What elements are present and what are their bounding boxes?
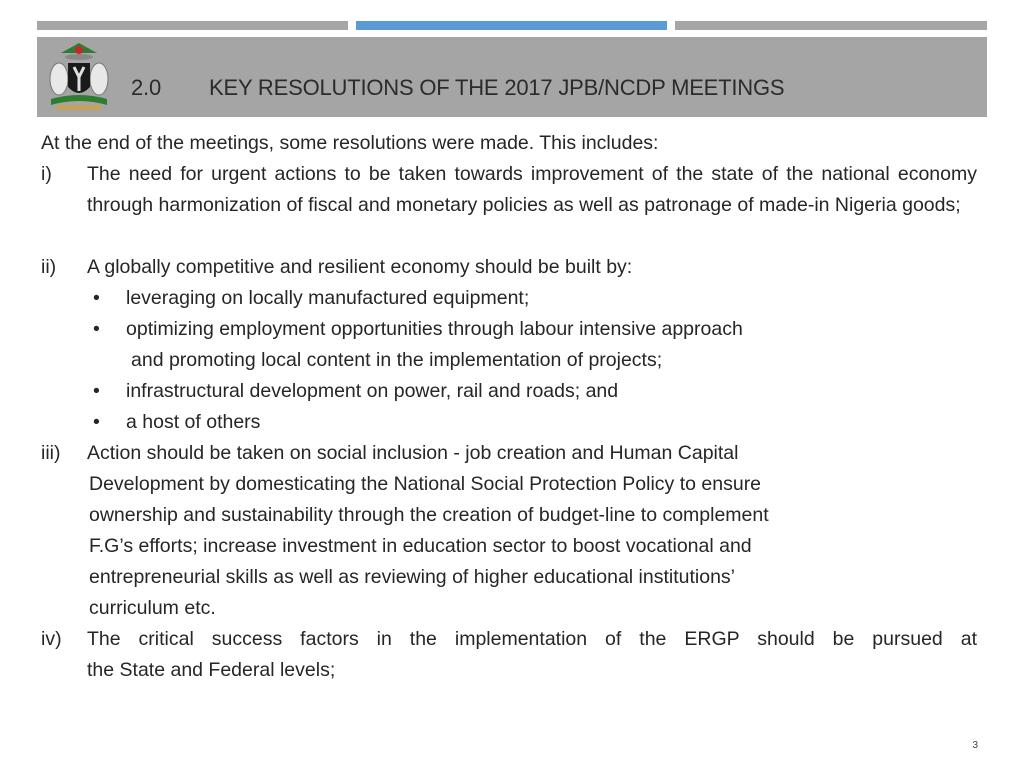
bullet-item: [41, 376, 977, 407]
top-bar-right: [675, 21, 987, 30]
nigeria-coat-of-arms-icon: [41, 39, 117, 115]
top-bar-middle: [356, 21, 667, 30]
section-number: 2.0: [131, 75, 161, 100]
list-item: [41, 252, 977, 283]
bullet-item: [41, 314, 977, 345]
item-text-line: The critical success factors in the implementation of the ERGP should be pursued at: [87, 628, 977, 650]
intro-text: At the end of the meetings, some resolutions were made. This includes:: [41, 132, 659, 154]
top-bar-left: [37, 21, 348, 30]
item-text-line: ownership and sustainability through the creation of budget-line to complement: [89, 504, 769, 526]
item-marker: iv): [41, 628, 62, 650]
item-text-line: Action should be taken on social inclusion - job creation and Human Capital: [87, 442, 739, 464]
bullet-text: a host of others: [126, 411, 261, 433]
spacer: [41, 221, 977, 252]
list-item: [41, 438, 977, 469]
item-text-line: curriculum etc.: [89, 597, 216, 619]
bullet-text: optimizing employment opportunities through labour intensive approach: [126, 318, 743, 340]
resolutions-body: [41, 128, 977, 686]
bullet-item: [41, 283, 977, 314]
item-text-line: entrepreneurial skills as well as reviewing of higher educational institutions’: [89, 566, 736, 588]
item-marker: i): [41, 163, 52, 185]
page-number: 3: [972, 740, 978, 751]
item-text: A globally competitive and resilient economy should be built by:: [87, 256, 633, 278]
title-banner: [37, 37, 987, 117]
item-text-line: the State and Federal levels;: [87, 659, 336, 681]
item-marker: iii): [41, 442, 61, 464]
list-item: [41, 624, 977, 655]
bullet-text: leveraging on locally manufactured equipment;: [126, 287, 530, 309]
section-title: KEY RESOLUTIONS OF THE 2017 JPB/NCDP MEETINGS: [209, 75, 785, 100]
item-marker: ii): [41, 256, 57, 278]
bullet-icon: •: [93, 287, 100, 309]
item-text: The need for urgent actions to be taken towards improvement of the state of the national economy through harmonization of fiscal and monetary policies as well as patronage of made-in Nigeria goods;: [87, 163, 977, 216]
bullet-icon: •: [93, 380, 100, 402]
bullet-icon: •: [93, 318, 100, 340]
list-item: [41, 159, 977, 221]
bullet-continuation: and promoting local content in the implementation of projects;: [131, 349, 663, 371]
bullet-icon: •: [93, 411, 100, 433]
item-text-line: F.G’s efforts; increase investment in education sector to boost vocational and: [89, 535, 752, 557]
page-title: [131, 75, 784, 101]
bullet-item: [41, 407, 977, 438]
bullet-text: infrastructural development on power, rail and roads; and: [126, 380, 619, 402]
item-text-line: Development by domesticating the National Social Protection Policy to ensure: [89, 473, 762, 495]
